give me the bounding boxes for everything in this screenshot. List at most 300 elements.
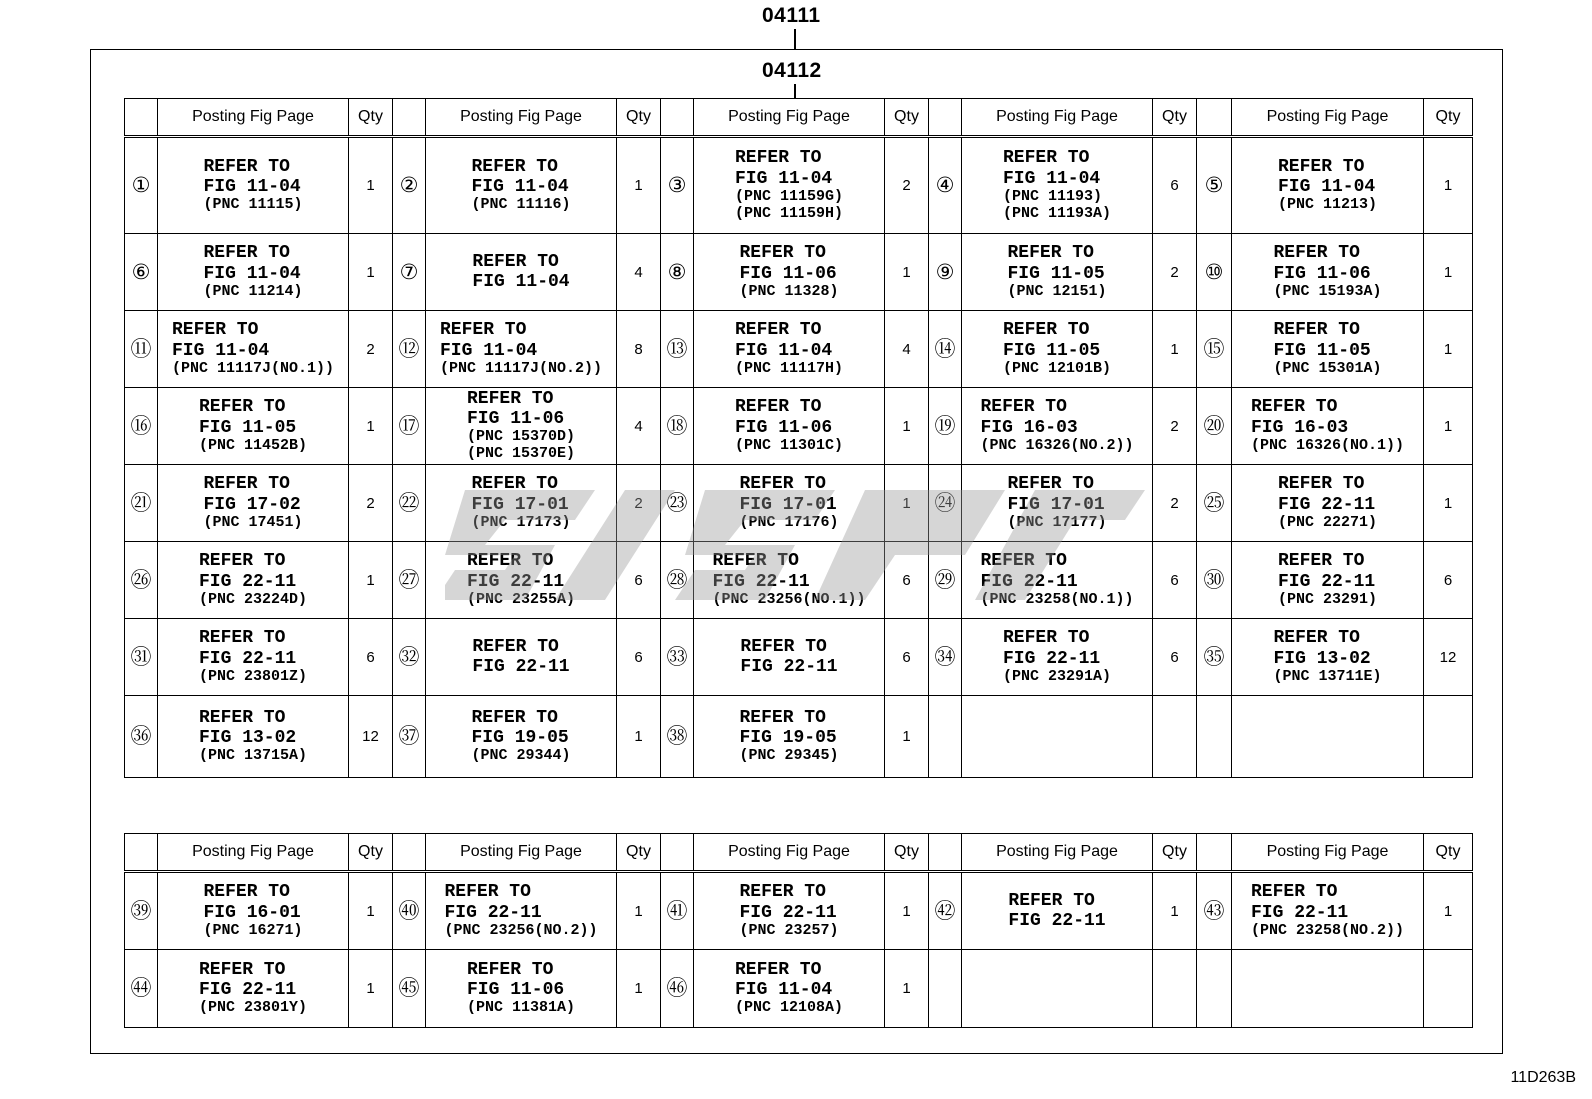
reference-text bbox=[199, 551, 307, 608]
reference-cell bbox=[158, 872, 349, 950]
callout-number: ① bbox=[125, 137, 158, 234]
pnc-text: (PNC 11213) bbox=[1277, 196, 1378, 214]
header-row bbox=[125, 834, 1473, 872]
fig-page-text: FIG 11-06 bbox=[466, 980, 565, 1001]
fig-page-text: FIG 22-11 bbox=[1277, 571, 1376, 592]
header-posting-fig-page: Posting Fig Page bbox=[426, 99, 617, 137]
header-num-cell bbox=[661, 834, 694, 872]
reference-text bbox=[440, 320, 602, 377]
refer-to-text: REFER TO bbox=[734, 959, 822, 980]
header-num-cell bbox=[125, 99, 158, 137]
qty-cell: 12 bbox=[349, 696, 393, 778]
leader-line-sub bbox=[794, 84, 796, 99]
reference-text bbox=[1003, 320, 1111, 377]
pnc-text: (PNC 11117H) bbox=[734, 359, 844, 377]
pnc-text: (PNC 16326(NO.2)) bbox=[980, 436, 1134, 454]
pnc-text: (PNC 11115) bbox=[203, 196, 303, 214]
reference-table-secondary bbox=[124, 833, 1473, 1028]
header-posting-fig-page: Posting Fig Page bbox=[694, 834, 885, 872]
reference-cell bbox=[1232, 311, 1424, 388]
reference-text bbox=[1278, 551, 1377, 608]
pnc-text: (PNC 11159G) (PNC 11159H) bbox=[734, 187, 844, 222]
refer-to-text: REFER TO bbox=[1250, 882, 1338, 903]
callout-number: ㉝ bbox=[661, 619, 694, 696]
fig-page-text: FIG 13-02 bbox=[1273, 648, 1371, 669]
callout-number: ⑭ bbox=[929, 311, 962, 388]
callout-number: ⑮ bbox=[1197, 311, 1232, 388]
reference-text bbox=[203, 882, 302, 939]
header-qty: Qty bbox=[349, 834, 393, 872]
callout-number: ㊶ bbox=[661, 872, 694, 950]
reference-cell bbox=[1232, 872, 1424, 950]
reference-cell bbox=[962, 465, 1153, 542]
drawing-code: 11D263B bbox=[1510, 1069, 1576, 1086]
fig-page-text: FIG 11-06 bbox=[1273, 263, 1371, 284]
refer-to-text: REFER TO bbox=[466, 388, 554, 409]
reference-text bbox=[735, 960, 843, 1017]
qty-cell: 1 bbox=[885, 950, 929, 1028]
refer-to-text: REFER TO bbox=[198, 628, 286, 649]
qty-cell: 1 bbox=[1424, 872, 1473, 950]
pnc-text: (PNC 29344) bbox=[471, 747, 571, 765]
fig-page-text: FIG 11-04 bbox=[1277, 177, 1376, 198]
refer-to-text: REFER TO bbox=[980, 397, 1067, 418]
fig-page-text: FIG 11-05 bbox=[1007, 263, 1105, 284]
header-posting-fig-page: Posting Fig Page bbox=[426, 834, 617, 872]
fig-page-text: FIG 11-04 bbox=[734, 168, 833, 189]
fig-page-text: FIG 22-11 bbox=[1008, 911, 1106, 931]
reference-text bbox=[1003, 628, 1111, 685]
fig-page-text: FIG 22-11 bbox=[198, 980, 297, 1001]
qty-cell: 2 bbox=[1153, 388, 1197, 465]
reference-cell bbox=[1232, 542, 1424, 619]
header-num-cell bbox=[661, 99, 694, 137]
fig-page-text: FIG 22-11 bbox=[740, 657, 838, 677]
callout-number: ㉔ bbox=[929, 465, 962, 542]
reference-text bbox=[199, 628, 307, 685]
reference-cell bbox=[694, 465, 885, 542]
refer-to-text: REFER TO bbox=[734, 320, 822, 341]
refer-to-text: REFER TO bbox=[471, 474, 558, 495]
qty-cell: 1 bbox=[349, 872, 393, 950]
reference-cell bbox=[158, 619, 349, 696]
header-posting-fig-page: Posting Fig Page bbox=[962, 99, 1153, 137]
refer-to-text: REFER TO bbox=[198, 959, 286, 980]
qty-cell: 1 bbox=[1153, 311, 1197, 388]
reference-cell bbox=[694, 137, 885, 234]
qty-cell: 6 bbox=[349, 619, 393, 696]
reference-cell bbox=[962, 137, 1153, 234]
reference-cell bbox=[962, 950, 1153, 1028]
refer-to-text: REFER TO bbox=[1007, 243, 1094, 264]
header-qty: Qty bbox=[1424, 834, 1473, 872]
pnc-text: (PNC 23801Y) bbox=[198, 999, 308, 1017]
refer-to-text: REFER TO bbox=[171, 320, 259, 341]
refer-to-text: REFER TO bbox=[198, 397, 286, 418]
reference-text bbox=[712, 551, 865, 608]
reference-cell bbox=[694, 388, 885, 465]
callout-number: ⑳ bbox=[1197, 388, 1232, 465]
fig-page-text: FIG 22-11 bbox=[739, 902, 837, 923]
reference-cell bbox=[426, 872, 617, 950]
fig-page-text: FIG 22-11 bbox=[1250, 902, 1349, 923]
fig-page-text: FIG 22-11 bbox=[472, 657, 570, 677]
reference-text bbox=[467, 551, 575, 608]
fig-page-text: FIG 22-11 bbox=[712, 571, 810, 592]
reference-cell bbox=[962, 388, 1153, 465]
refer-to-text: REFER TO bbox=[203, 243, 290, 264]
qty-cell: 1 bbox=[349, 137, 393, 234]
callout-number: ⑪ bbox=[125, 311, 158, 388]
refer-to-text: REFER TO bbox=[712, 551, 799, 572]
reference-cell bbox=[1232, 388, 1424, 465]
header-qty: Qty bbox=[1424, 99, 1473, 137]
fig-page-text: FIG 22-11 bbox=[444, 902, 542, 923]
header-qty: Qty bbox=[349, 99, 393, 137]
qty-cell: 2 bbox=[349, 465, 393, 542]
callout-number bbox=[929, 950, 962, 1028]
qty-cell: 6 bbox=[1424, 542, 1473, 619]
qty-cell: 6 bbox=[617, 619, 661, 696]
reference-text bbox=[172, 320, 334, 377]
header-qty: Qty bbox=[885, 834, 929, 872]
callout-number: ㉟ bbox=[1197, 619, 1232, 696]
reference-text bbox=[980, 551, 1133, 608]
reference-cell bbox=[694, 950, 885, 1028]
fig-page-text: FIG 22-11 bbox=[1002, 648, 1101, 669]
pnc-text: (PNC 17176) bbox=[739, 513, 839, 531]
callout-number: ㉜ bbox=[393, 619, 426, 696]
reference-text bbox=[467, 389, 575, 463]
fig-page-text: FIG 22-11 bbox=[980, 571, 1078, 592]
pnc-text: (PNC 11193) (PNC 11193A) bbox=[1002, 187, 1112, 222]
refer-to-text: REFER TO bbox=[1273, 320, 1360, 341]
callout-number: ㊴ bbox=[125, 872, 158, 950]
reference-text bbox=[199, 708, 307, 765]
callout-number: ⑨ bbox=[929, 234, 962, 311]
table-row bbox=[125, 311, 1473, 388]
qty-cell: 1 bbox=[1153, 872, 1197, 950]
header-num-cell bbox=[1197, 834, 1232, 872]
reference-text bbox=[203, 157, 302, 214]
qty-cell: 1 bbox=[617, 137, 661, 234]
header-qty: Qty bbox=[617, 834, 661, 872]
qty-cell: 2 bbox=[1153, 465, 1197, 542]
header-num-cell bbox=[929, 834, 962, 872]
callout-number: ㊸ bbox=[1197, 872, 1232, 950]
fig-page-text: FIG 11-05 bbox=[198, 417, 297, 438]
callout-number: ⑤ bbox=[1197, 137, 1232, 234]
reference-text bbox=[199, 397, 307, 454]
callout-number: ㉕ bbox=[1197, 465, 1232, 542]
reference-cell bbox=[426, 619, 617, 696]
reference-cell bbox=[1232, 950, 1424, 1028]
header-row bbox=[125, 99, 1473, 137]
reference-cell bbox=[426, 465, 617, 542]
header-posting-fig-page: Posting Fig Page bbox=[1232, 834, 1424, 872]
refer-to-text: REFER TO bbox=[1250, 397, 1338, 418]
qty-cell: 6 bbox=[885, 542, 929, 619]
qty-cell: 1 bbox=[617, 696, 661, 778]
qty-cell: 1 bbox=[349, 950, 393, 1028]
table-row bbox=[125, 388, 1473, 465]
header-num-cell bbox=[1197, 99, 1232, 137]
reference-text bbox=[203, 243, 302, 300]
callout-number: ㉗ bbox=[393, 542, 426, 619]
pnc-text: (PNC 22271) bbox=[1277, 513, 1378, 531]
qty-cell: 1 bbox=[1424, 137, 1473, 234]
reference-text bbox=[1251, 397, 1404, 454]
qty-cell bbox=[1153, 696, 1197, 778]
reference-cell bbox=[426, 311, 617, 388]
pnc-text: (PNC 13715A) bbox=[198, 747, 308, 765]
reference-text bbox=[1278, 157, 1377, 214]
qty-cell: 1 bbox=[1424, 465, 1473, 542]
fig-page-text: FIG 17-02 bbox=[203, 494, 301, 515]
reference-cell bbox=[426, 950, 617, 1028]
pnc-text: (PNC 23291A) bbox=[1002, 667, 1112, 685]
callout-number: ④ bbox=[929, 137, 962, 234]
reference-cell bbox=[1232, 234, 1424, 311]
reference-text bbox=[444, 882, 597, 939]
qty-cell bbox=[1424, 696, 1473, 778]
reference-text bbox=[735, 148, 843, 222]
reference-cell bbox=[1232, 696, 1424, 778]
callout-number: ⑯ bbox=[125, 388, 158, 465]
reference-text bbox=[1273, 243, 1381, 300]
callout-number: ㉞ bbox=[929, 619, 962, 696]
callout-number: ③ bbox=[661, 137, 694, 234]
header-posting-fig-page: Posting Fig Page bbox=[158, 99, 349, 137]
reference-text bbox=[739, 882, 838, 939]
qty-cell: 6 bbox=[1153, 619, 1197, 696]
header-qty: Qty bbox=[617, 99, 661, 137]
refer-to-text: REFER TO bbox=[740, 636, 827, 657]
header-posting-fig-page: Posting Fig Page bbox=[158, 834, 349, 872]
fig-page-text: FIG 16-03 bbox=[980, 417, 1078, 438]
reference-cell bbox=[158, 950, 349, 1028]
callout-number: ⑦ bbox=[393, 234, 426, 311]
callout-number: ㉛ bbox=[125, 619, 158, 696]
refer-to-text: REFER TO bbox=[471, 156, 558, 177]
reference-text bbox=[739, 474, 838, 531]
fig-page-text: FIG 11-04 bbox=[439, 340, 538, 361]
reference-text bbox=[980, 397, 1133, 454]
reference-table-main bbox=[124, 98, 1473, 778]
fig-page-text: FIG 19-05 bbox=[471, 728, 569, 749]
leader-line-main bbox=[794, 29, 796, 49]
refer-to-text: REFER TO bbox=[203, 156, 290, 177]
fig-page-text: FIG 13-02 bbox=[198, 728, 297, 749]
reference-cell bbox=[694, 234, 885, 311]
refer-to-text: REFER TO bbox=[980, 551, 1067, 572]
assembly-label-sub: 04112 bbox=[762, 59, 822, 82]
pnc-text: (PNC 23258(NO.2)) bbox=[1250, 921, 1405, 939]
qty-cell: 1 bbox=[1424, 234, 1473, 311]
refer-to-text: REFER TO bbox=[1277, 156, 1365, 177]
callout-number: ⑬ bbox=[661, 311, 694, 388]
pnc-text: (PNC 12101B) bbox=[1002, 359, 1112, 377]
qty-cell: 1 bbox=[885, 696, 929, 778]
assembly-label-main: 04111 bbox=[762, 4, 821, 27]
header-num-cell bbox=[393, 834, 426, 872]
reference-cell bbox=[1232, 137, 1424, 234]
header-num-cell bbox=[125, 834, 158, 872]
fig-page-text: FIG 11-04 bbox=[734, 340, 833, 361]
refer-to-text: REFER TO bbox=[739, 474, 826, 495]
qty-cell bbox=[1424, 950, 1473, 1028]
pnc-text: (PNC 17177) bbox=[1007, 513, 1107, 531]
qty-cell: 8 bbox=[617, 311, 661, 388]
qty-cell: 1 bbox=[885, 465, 929, 542]
callout-number: ㉘ bbox=[661, 542, 694, 619]
fig-page-text: FIG 17-01 bbox=[739, 494, 837, 515]
fig-page-text: FIG 11-04 bbox=[203, 263, 301, 284]
header-qty: Qty bbox=[885, 99, 929, 137]
pnc-text: (PNC 12108A) bbox=[734, 999, 844, 1017]
callout-number: ⑲ bbox=[929, 388, 962, 465]
callout-number: ⑫ bbox=[393, 311, 426, 388]
callout-number: ㉑ bbox=[125, 465, 158, 542]
pnc-text: (PNC 11301C) bbox=[734, 436, 844, 454]
pnc-text: (PNC 23257) bbox=[739, 921, 839, 939]
refer-to-text: REFER TO bbox=[472, 251, 559, 272]
pnc-text: (PNC 11117J(NO.1)) bbox=[171, 359, 335, 377]
reference-text bbox=[739, 243, 838, 300]
reference-cell bbox=[962, 696, 1153, 778]
reference-text bbox=[467, 960, 575, 1017]
qty-cell: 1 bbox=[1424, 311, 1473, 388]
reference-text bbox=[471, 474, 570, 531]
refer-to-text: REFER TO bbox=[203, 474, 290, 495]
callout-number: ㊹ bbox=[125, 950, 158, 1028]
qty-cell: 6 bbox=[885, 619, 929, 696]
qty-cell: 1 bbox=[1424, 388, 1473, 465]
qty-cell: 12 bbox=[1424, 619, 1473, 696]
table-row bbox=[125, 137, 1473, 234]
pnc-text: (PNC 23801Z) bbox=[198, 667, 308, 685]
reference-text bbox=[203, 474, 302, 531]
reference-cell bbox=[694, 619, 885, 696]
table-row bbox=[125, 542, 1473, 619]
header-qty: Qty bbox=[1153, 99, 1197, 137]
refer-to-text: REFER TO bbox=[198, 707, 286, 728]
pnc-text: (PNC 15370D) (PNC 15370E) bbox=[466, 428, 576, 463]
callout-number: ㉒ bbox=[393, 465, 426, 542]
refer-to-text: REFER TO bbox=[198, 551, 286, 572]
pnc-text: (PNC 11214) bbox=[203, 282, 303, 300]
qty-cell: 1 bbox=[349, 542, 393, 619]
callout-number bbox=[929, 696, 962, 778]
reference-cell bbox=[962, 542, 1153, 619]
pnc-text: (PNC 11452B) bbox=[198, 436, 308, 454]
reference-text bbox=[471, 708, 570, 765]
callout-number: ⑩ bbox=[1197, 234, 1232, 311]
table-row bbox=[125, 619, 1473, 696]
refer-to-text: REFER TO bbox=[203, 882, 290, 903]
reference-cell bbox=[694, 542, 885, 619]
fig-page-text: FIG 22-11 bbox=[198, 571, 297, 592]
reference-text bbox=[739, 708, 838, 765]
refer-to-text: REFER TO bbox=[471, 707, 558, 728]
refer-to-text: REFER TO bbox=[1277, 474, 1365, 495]
fig-page-text: FIG 11-05 bbox=[1002, 340, 1101, 361]
reference-text bbox=[199, 960, 307, 1017]
fig-page-text: FIG 11-06 bbox=[466, 409, 565, 430]
reference-cell bbox=[426, 696, 617, 778]
callout-number: ㊺ bbox=[393, 950, 426, 1028]
header-num-cell bbox=[393, 99, 426, 137]
pnc-text: (PNC 17173) bbox=[471, 513, 571, 531]
reference-cell bbox=[962, 234, 1153, 311]
table-row bbox=[125, 950, 1473, 1028]
qty-cell: 6 bbox=[617, 542, 661, 619]
callout-number: ⑧ bbox=[661, 234, 694, 311]
reference-cell bbox=[962, 872, 1153, 950]
reference-text bbox=[471, 157, 570, 214]
fig-page-text: FIG 11-04 bbox=[472, 272, 570, 292]
reference-cell bbox=[426, 388, 617, 465]
refer-to-text: REFER TO bbox=[444, 882, 531, 903]
fig-page-text: FIG 11-06 bbox=[734, 417, 833, 438]
qty-cell: 4 bbox=[617, 388, 661, 465]
reference-cell bbox=[694, 696, 885, 778]
qty-cell: 1 bbox=[885, 872, 929, 950]
reference-text bbox=[1003, 148, 1111, 222]
reference-cell bbox=[694, 311, 885, 388]
reference-text bbox=[1007, 243, 1106, 300]
pnc-text: (PNC 11117J(NO.2)) bbox=[439, 359, 603, 377]
callout-number: ⑰ bbox=[393, 388, 426, 465]
fig-page-text: FIG 16-03 bbox=[1250, 417, 1349, 438]
qty-cell: 1 bbox=[885, 388, 929, 465]
reference-cell bbox=[426, 542, 617, 619]
fig-page-text: FIG 17-01 bbox=[1007, 494, 1105, 515]
reference-cell bbox=[1232, 465, 1424, 542]
fig-page-text: FIG 11-04 bbox=[471, 177, 569, 198]
refer-to-text: REFER TO bbox=[466, 959, 554, 980]
table-row bbox=[125, 465, 1473, 542]
reference-cell bbox=[962, 619, 1153, 696]
header-posting-fig-page: Posting Fig Page bbox=[1232, 99, 1424, 137]
qty-cell: 2 bbox=[885, 137, 929, 234]
reference-text bbox=[740, 637, 837, 677]
refer-to-text: REFER TO bbox=[739, 707, 826, 728]
fig-page-text: FIG 11-04 bbox=[171, 340, 270, 361]
reference-cell bbox=[158, 234, 349, 311]
pnc-text: (PNC 23224D) bbox=[198, 590, 308, 608]
callout-number: ② bbox=[393, 137, 426, 234]
refer-to-text: REFER TO bbox=[1277, 551, 1365, 572]
fig-page-text: FIG 11-06 bbox=[739, 263, 837, 284]
table-row bbox=[125, 872, 1473, 950]
reference-text bbox=[1273, 628, 1381, 685]
pnc-text: (PNC 15301A) bbox=[1273, 359, 1382, 377]
qty-cell: 1 bbox=[617, 872, 661, 950]
fig-page-text: FIG 11-04 bbox=[1002, 168, 1101, 189]
pnc-text: (PNC 12151) bbox=[1007, 282, 1107, 300]
pnc-text: (PNC 15193A) bbox=[1273, 282, 1382, 300]
callout-number: ⑱ bbox=[661, 388, 694, 465]
reference-text bbox=[1278, 474, 1377, 531]
reference-cell bbox=[694, 872, 885, 950]
callout-number bbox=[1197, 696, 1232, 778]
pnc-text: (PNC 11328) bbox=[739, 282, 839, 300]
callout-number: ㊵ bbox=[393, 872, 426, 950]
refer-to-text: REFER TO bbox=[1008, 890, 1095, 911]
reference-text bbox=[472, 252, 569, 292]
callout-number bbox=[1197, 950, 1232, 1028]
